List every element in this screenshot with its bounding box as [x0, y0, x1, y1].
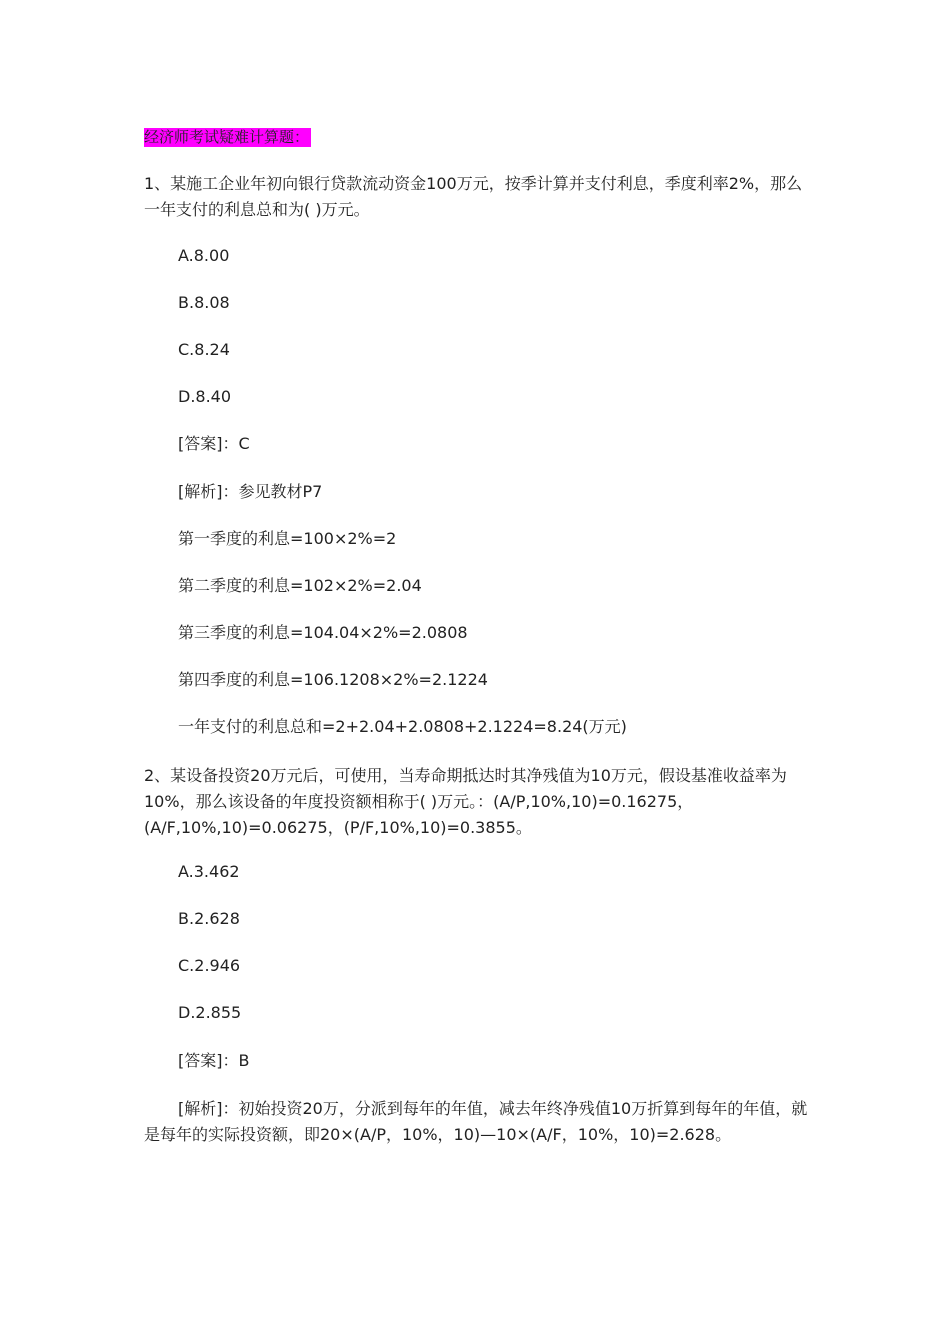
q1-analysis-line-4: 第三季度的利息=104.04×2%=2.0808 — [178, 623, 468, 642]
q2-option-d: D.2.855 — [178, 1003, 242, 1022]
question-2-stem: 2、某设备投资20万元后，可使用，当寿命期抵达时其净残值为10万元，假设基准收益率为10%，那么该设备的年度投资额相称于( )万元。：(A/P,10%,10)=0.16275，(A/F,10%,10)=0.06275，(P/F,10%,10)=0.3855。 — [144, 766, 787, 837]
q2-option-c: C.2.946 — [178, 956, 241, 975]
q1-analysis-line-6: 一年支付的利息总和=2+2.04+2.0808+2.1224=8.24(万元) — [178, 717, 627, 736]
q1-option-d: D.8.40 — [178, 387, 232, 406]
q1-option-a: A.8.00 — [178, 246, 230, 265]
q1-analysis-line-1: [解析]：参见教材P7 — [178, 482, 323, 501]
page-title: 经济师考试疑难计算题： — [144, 128, 310, 146]
q1-answer: [答案]：C — [178, 434, 250, 453]
q1-analysis-line-2: 第一季度的利息=100×2%=2 — [178, 529, 397, 548]
q1-option-b: B.8.08 — [178, 293, 230, 312]
q2-answer: [答案]：B — [178, 1051, 250, 1070]
question-1-stem: 1、某施工企业年初向银行贷款流动资金100万元，按季计算并支付利息，季度利率2%，那么一年支付的利息总和为( )万元。 — [144, 174, 803, 219]
q1-analysis-line-5: 第四季度的利息=106.1208×2%=2.1224 — [178, 670, 488, 689]
q1-option-c: C.8.24 — [178, 340, 230, 359]
q2-option-b: B.2.628 — [178, 909, 240, 928]
q1-analysis-line-3: 第二季度的利息=102×2%=2.04 — [178, 576, 422, 595]
q2-option-a: A.3.462 — [178, 862, 240, 881]
q2-analysis: [解析]：初始投资20万，分派到每年的年值，减去年终净残值10万折算到每年的年值，就是每年的实际投资额，即20×(A/P，10%，10)—10×(A/F，10%，10)=2.628。 — [144, 1099, 808, 1144]
